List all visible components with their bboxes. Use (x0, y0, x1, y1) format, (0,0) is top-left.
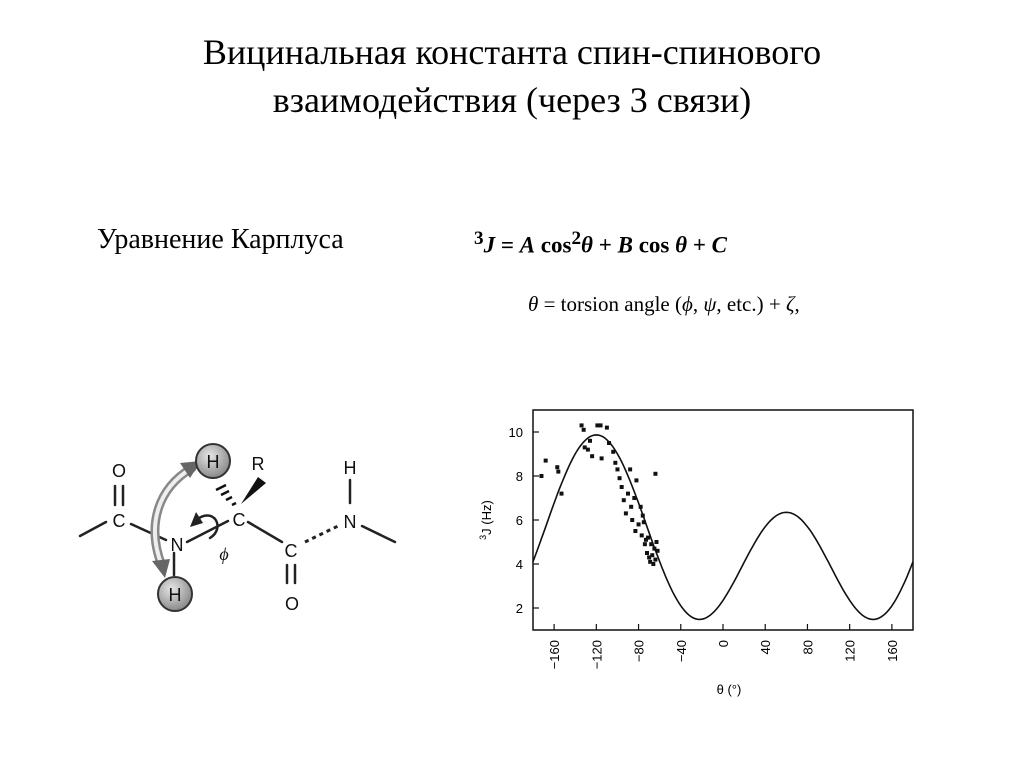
eq-B: B (617, 232, 633, 258)
karplus-curve (533, 435, 913, 620)
data-point (655, 540, 659, 544)
eq-equals: = (495, 232, 520, 258)
y-axis (509, 425, 539, 616)
data-point (633, 529, 637, 533)
eq-superscript-3: 3 (474, 228, 484, 249)
data-point (629, 505, 633, 509)
y-tick-label: 10 (508, 425, 523, 440)
data-point (588, 439, 592, 443)
data-point (624, 511, 628, 515)
atom-c-left: C (112, 511, 126, 531)
data-point (640, 533, 644, 537)
atom-n-center: N (170, 535, 184, 555)
data-point (555, 465, 559, 469)
data-point (634, 478, 638, 482)
atom-h-bottom: H (168, 585, 182, 605)
data-point (590, 454, 594, 458)
eq-J: J (483, 232, 496, 258)
eq-theta-1: θ (581, 232, 593, 258)
x-tick-label: 80 (800, 640, 816, 655)
x-tick-label: −120 (589, 640, 605, 670)
title-line-2: взаимодействия (через 3 связи) (272, 80, 752, 120)
atom-o-bottom: O (284, 594, 300, 614)
phi-label: ϕ (219, 544, 229, 564)
atom-c-alpha: C (232, 510, 246, 530)
eq-superscript-2: 2 (571, 228, 582, 249)
plot-frame (533, 410, 913, 630)
data-point (599, 423, 603, 427)
data-point (622, 498, 626, 502)
x-tick-label: 160 (884, 640, 900, 662)
data-point (618, 476, 622, 480)
data-point (600, 456, 604, 460)
y-tick-label: 2 (515, 601, 523, 616)
data-point (653, 472, 657, 476)
data-point (646, 536, 650, 540)
def-text-2: , etc.) + (716, 292, 786, 316)
def-zeta: ζ (785, 292, 795, 316)
eq-plus-2: + (687, 232, 712, 258)
data-point (637, 522, 641, 526)
eq-A: A (519, 232, 536, 258)
eq-cos-2: cos (632, 232, 676, 258)
x-tick-label: 40 (758, 640, 774, 655)
data-point (580, 423, 584, 427)
def-end: , (794, 292, 800, 316)
x-tick-label: −160 (547, 640, 563, 670)
x-axis (547, 624, 900, 669)
data-point (626, 492, 630, 496)
x-tick-label: 0 (716, 640, 731, 648)
data-point (620, 485, 624, 489)
data-point (650, 553, 654, 557)
data-point (586, 448, 590, 452)
title-line-1: Вицинальная константа спин-спинового (202, 32, 822, 72)
x-tick-label: 120 (842, 640, 858, 662)
atom-r: R (251, 454, 265, 474)
data-point (605, 426, 609, 430)
atom-h-right: H (343, 458, 357, 478)
atom-n-right: N (343, 512, 357, 532)
def-phi: ϕ (681, 292, 693, 316)
data-point (560, 492, 564, 496)
eq-plus-1: + (592, 232, 618, 258)
data-point (630, 518, 634, 522)
y-tick-label: 4 (515, 557, 523, 572)
data-point (544, 459, 548, 463)
def-psi: ψ (703, 292, 717, 316)
def-text-1: = torsion angle ( (538, 292, 682, 316)
atom-h-top: H (206, 452, 220, 472)
y-tick-label: 8 (515, 469, 523, 484)
x-axis-label: θ (°) (716, 682, 742, 697)
eq-cos-1: cos (535, 232, 572, 258)
data-point (556, 470, 560, 474)
data-point (651, 562, 655, 566)
karplus-equation-label: Уравнение Карплуса (97, 224, 344, 255)
data-point (539, 474, 543, 478)
eq-C: C (711, 232, 728, 258)
data-point (645, 551, 649, 555)
y-tick-label: 6 (515, 513, 523, 528)
eq-theta-2: θ (675, 232, 688, 258)
y-axis-label-sup: 3 (478, 534, 488, 540)
def-comma: , (692, 292, 704, 316)
x-tick-label: −40 (673, 640, 689, 663)
data-point (628, 467, 632, 471)
data-point (582, 428, 586, 432)
y-axis-label (478, 500, 494, 540)
data-point (613, 461, 617, 465)
data-point (615, 467, 619, 471)
def-theta: θ (528, 292, 539, 316)
data-point (643, 542, 647, 546)
y-axis-label-text: J (Hz) (479, 500, 494, 535)
atom-c-carbonyl: C (284, 541, 298, 561)
x-tick-label: −80 (631, 640, 647, 663)
atom-o-left: O (111, 461, 127, 481)
data-point (653, 558, 657, 562)
